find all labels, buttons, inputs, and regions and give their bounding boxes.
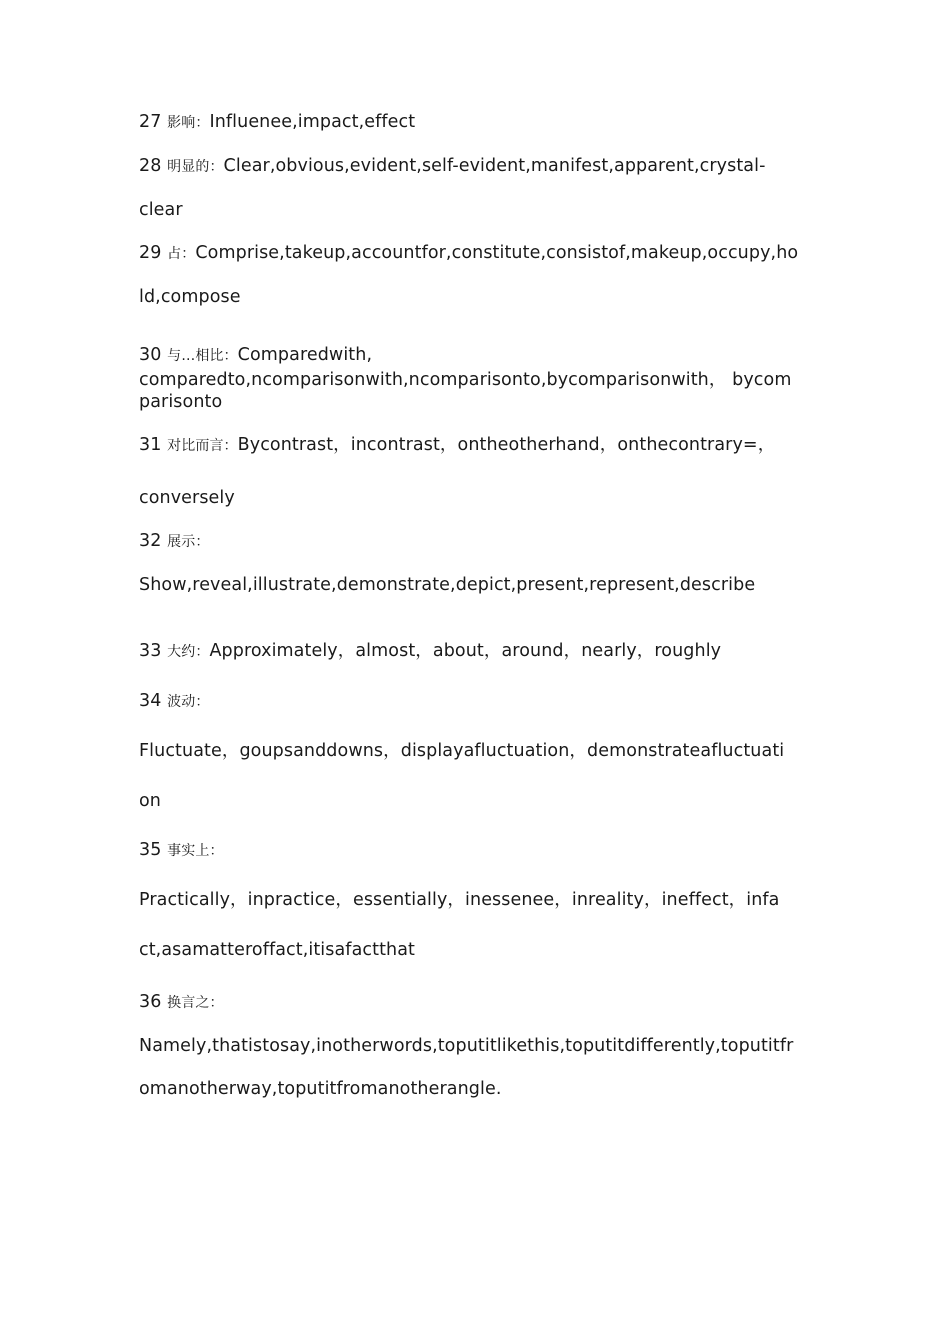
entry-28-line-1	[139, 155, 766, 178]
entry-synonyms: Comparedwith,	[237, 345, 373, 365]
entry-chinese-term: 对比而言：	[167, 438, 238, 454]
entry-chinese-term: 事实上：	[167, 843, 224, 859]
entry-30-line-3: parisonto	[139, 392, 223, 412]
entry-31-line-1	[139, 434, 775, 457]
entry-number: 31	[139, 435, 162, 455]
entry-36-line-3: omanotherway,toputitfromanotherangle.	[139, 1079, 502, 1099]
entry-number: 36	[139, 992, 162, 1012]
entry-synonyms: Clear,obvious,evident,self-evident,manifest,apparent,crystal-	[223, 156, 766, 176]
entry-30-line-1	[139, 344, 372, 367]
entry-28-line-2: clear	[139, 200, 183, 220]
entry-29-line-2: ld,compose	[139, 287, 241, 307]
entry-29-line-1	[139, 242, 798, 265]
entry-chinese-term: 占：	[167, 246, 196, 262]
entry-chinese-term: 波动：	[167, 694, 210, 710]
entry-35-line-1	[139, 839, 224, 862]
entry-number: 29	[139, 243, 162, 263]
entry-34-line-2: Fluctuate，goupsanddowns，displayafluctuation，demonstrateafluctuati	[139, 741, 785, 761]
entry-number: 28	[139, 156, 162, 176]
entry-27-line-1	[139, 111, 415, 134]
entry-chinese-term: 明显的：	[167, 159, 224, 175]
entry-chinese-term: 展示：	[167, 534, 210, 550]
entry-chinese-term: 大约：	[167, 644, 210, 660]
entry-35-line-2: Practically，inpractice，essentially，inessenee，inreality，ineffect，infa	[139, 890, 780, 910]
entry-36-line-2: Namely,thatistosay,inotherwords,toputitlikethis,toputitdifferently,toputitfr	[139, 1036, 794, 1056]
entry-synonyms: Bycontrast，incontrast，ontheotherhand，onthecontrary=，	[237, 435, 776, 455]
entry-number: 32	[139, 531, 162, 551]
entry-chinese-term: 换言之：	[167, 995, 224, 1011]
entry-30-line-2: comparedto,ncomparisonwith,ncomparisonto,bycomparisonwith， bycom	[139, 370, 792, 390]
entry-number: 27	[139, 112, 162, 132]
entry-chinese-term: 影响：	[167, 115, 210, 131]
entry-synonyms: Influenee,impact,effect	[209, 112, 416, 132]
entry-chinese-term: 与…相比：	[167, 348, 238, 364]
entry-number: 34	[139, 691, 162, 711]
entry-number: 33	[139, 641, 162, 661]
entry-36-line-1	[139, 991, 224, 1014]
entry-number: 35	[139, 840, 162, 860]
entry-number: 30	[139, 345, 162, 365]
entry-34-line-1	[139, 690, 209, 713]
entry-32-line-2: Show,reveal,illustrate,demonstrate,depict,present,represent,describe	[139, 575, 756, 595]
entry-33-line-1	[139, 640, 721, 663]
entry-synonyms: Comprise,takeup,accountfor,constitute,consistof,makeup,occupy,ho	[195, 243, 799, 263]
entry-synonyms: Approximately，almost，about，around，nearly，roughly	[209, 641, 722, 661]
entry-31-line-2: conversely	[139, 488, 235, 508]
entry-32-line-1	[139, 530, 209, 553]
entry-35-line-3: ct,asamatteroffact,itisafactthat	[139, 940, 416, 960]
entry-34-line-3: on	[139, 791, 161, 811]
